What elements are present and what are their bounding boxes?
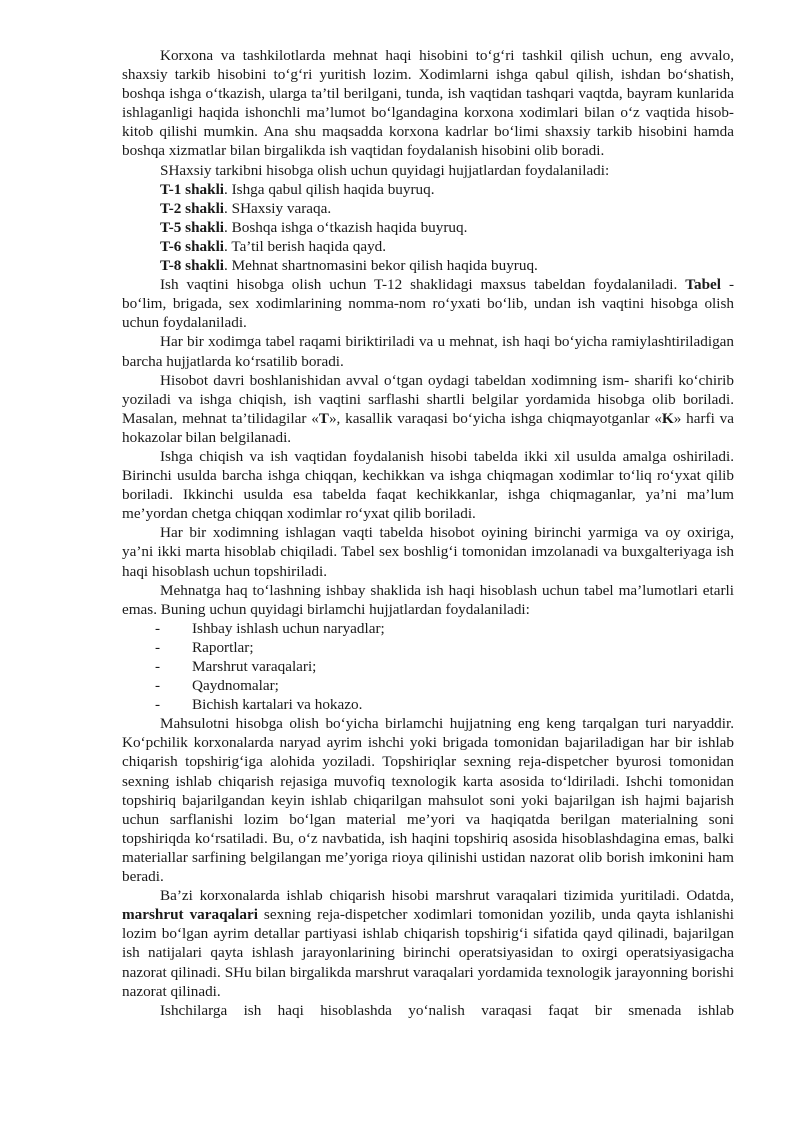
form-code: T-6 shakli — [160, 237, 225, 255]
paragraph-piecework-documents: Mehnatga haq to‘lashning ishbay shaklida ish haqi hisoblash uchun tabel ma’lumotlari etarli emas. Buning uchun quyidagi birlamchi hujjatlardan foydalaniladi: — [122, 581, 734, 618]
term-marshrut-varaqalari: marshrut varaqalari — [122, 906, 258, 924]
text-run: » harfi va hokazolar bilan belgilanadi. — [122, 409, 734, 446]
paragraph-continued: Ishchilarga ish haqi hisoblashda yo‘nalish varaqasi faqat bir smenada ishlab — [160, 1001, 734, 1019]
text-run: - bo‘lim, brigada, sex xodimlarining nomma-nom ro‘yxati bo‘lib, undan ish vaqtini hisobga olish uchun foydalaniladi. — [122, 276, 734, 332]
primary-documents-list — [122, 619, 734, 714]
form-description: . SHaxsiy varaqa. — [224, 199, 332, 217]
list-item-text: Marshrut varaqalari; — [192, 658, 317, 675]
paragraph-two-methods: Ishga chiqish va ish vaqtidan foydalanish hisobi tabelda ikki xil usulda amalga oshiriladi. Birinchi usulda barcha ishga chiqqan, kechikkan va ishga chiqmagan xodimlar to‘liq ro‘yxat qilib boriladi. Ikkinchi usulda esa tabelda faqat kechikkanlar, ishga chiqmaganlar, ya’ni ma’lum me’yordan chetga chiqqan xodimlar ro‘yxat qilib boriladi. — [122, 447, 734, 523]
form-code: T-1 shakli — [160, 180, 225, 198]
paragraph-personnel-accounting: Korxona va tashkilotlarda mehnat haqi hisobini to‘g‘ri tashkil qilish uchun, eng avvalo, shaxsiy tarkib hisobini to‘g‘ri yuritish lozim. Xodimlarni ishga qabul qilish, ishdan bo‘shatish, boshqa ishga o‘tkazish, ularga ta’til berilgani, tunda, ish vaqtidan tashqari vaqtda, bayram kunlarida ishlaganligi haqida ishonchli ma’lumot bo‘lgandagina korxona xodimlari bilan o‘z vaqtida hisob-kitob qilishi mumkin. Ana shu maqsadda korxona kadrlar bo‘limi shaxsiy tarkib hisobini hamda boshqa xizmatlar bilan birgalikda ish vaqtidan foydalanish hisobini olib boradi. — [122, 47, 734, 160]
dash-marker: - — [155, 677, 161, 695]
form-item-t2 — [122, 199, 734, 218]
list-item-text: Raportlar; — [192, 638, 254, 656]
list-item-text: Qaydnomalar; — [192, 677, 279, 695]
text-run: Hisobot davri boshlanishidan avval o‘tgan oydagi tabeldan xodimning ism- sharifi ko‘chirib yoziladi va ishga chiqish, ish vaqtini sarflashi shartli belgilar yordamida hisobga olib boriladi. Masalan, mehnat ta’tilidagilar « — [122, 371, 734, 427]
symbol-k: K — [661, 409, 674, 427]
form-code: T-5 shakli — [160, 218, 225, 236]
text-run: sexning reja-dispetcher xodimlari tomonidan yozilib, unda qayta ishlanishi lozim bo‘lgan ayrim detallar partiyasi ishlab chiqarish topshirig‘i sifatida qayd qilinadi, bajarilgan ish natijalari qayta ishlash jarayonlarining birinchi operatsiyasidan to oxirgi operatsiyasigacha nazorat qilinadi. SHu bilan birgalikda marshrut varaqalari yordamida texnologik jarayonning borishi nazorat qilinadi. — [122, 906, 734, 1000]
paragraph-calculation-twice: Har bir xodimning ishlagan vaqti tabelda hisobot oyining birinchi yarmiga va oy oxiriga, ya’ni ikki marta hisoblab chiqiladi. Tabel sex boshlig‘i tomonidan imzolanadi va buxgalteriyaga ish haqi hisoblash uchun topshiriladi. — [122, 524, 734, 580]
text-run: Ba’zi korxonalarda ishlab chiqarish hisobi marshrut varaqalari tizimida yuritiladi. Odatda, — [160, 887, 734, 905]
dash-marker: - — [155, 696, 161, 714]
form-description: . Ishga qabul qilish haqida buyruq. — [224, 180, 435, 198]
form-description: . Ta’til berish haqida qayd. — [224, 237, 387, 255]
form-item-t8 — [122, 256, 734, 275]
form-item-t1 — [122, 180, 734, 199]
list-item — [122, 676, 734, 695]
text-run: », kasallik varaqasi bo‘yicha ishga chiqmayotganlar « — [328, 409, 662, 427]
list-item-text: Ishbay ishlash uchun naryadlar; — [192, 619, 385, 637]
paragraph-tabel-number: Har bir xodimga tabel raqami biriktiriladi va u mehnat, ish haqi bo‘yicha ramiylashtiriladigan barcha hujjatlarda ko‘rsatilib boradi. — [122, 333, 734, 370]
list-item — [122, 657, 734, 676]
paragraph-reporting-period — [122, 371, 734, 447]
paragraph-tabel-definition — [122, 275, 734, 332]
dash-marker: - — [155, 658, 161, 675]
term-tabel: Tabel — [685, 276, 721, 294]
paragraph-documents-intro: SHaxsiy tarkibni hisobga olish uchun quyidagi hujjatlardan foydalaniladi: — [160, 161, 610, 179]
form-item-t5 — [122, 218, 734, 237]
list-item — [122, 619, 734, 638]
form-item-t6 — [122, 237, 734, 256]
text-run: Ish vaqtini hisobga olish uchun T-12 shaklidagi maxsus tabeldan foydalaniladi. — [160, 276, 686, 294]
list-item-text: Bichish kartalari va hokazo. — [192, 696, 363, 714]
paragraph-naryad: Mahsulotni hisobga olish bo‘yicha birlamchi hujjatning eng keng tarqalgan turi naryaddir. Ko‘pchilik korxonalarda naryad ayrim ishchi yoki brigada tomonidan bajariladigan har bir ishlab chiqarish topshirig‘iga alohida yoziladi. Topshiriqlar sexning reja-dispetcher byurosi tomonidan sexning ishlab chiqarish rejasiga muvofiq texnologik karta asosida to‘ldiriladi. Ishchi tomonidan topshiriq bajarilgandan keyin ishlab chiqarilgan mahsulot soni yoki bajarilgan ish hajmi bajarish uchun sarflanishi lozim bo‘lgan material me’yori va haqiqatda berilgan materialning soni topshiriqda ko‘rsatiladi. Bu, o‘z navbatida, ish haqini topshiriq asosida hisoblashdagina emas, balki materiallar sarfining belgilangan me’yoriga rioya qilinishi ustidan nazorat olib borish imkonini ham beradi. — [122, 715, 734, 886]
list-item — [122, 695, 734, 714]
symbol-t: T — [318, 409, 329, 427]
dash-marker: - — [155, 619, 161, 637]
document-page — [122, 46, 734, 1020]
form-code: T-8 shakli — [160, 257, 225, 275]
dash-marker: - — [155, 638, 161, 656]
form-description: . Boshqa ishga o‘tkazish haqida buyruq. — [224, 218, 468, 236]
form-description: . Mehnat shartnomasini bekor qilish haqida buyruq. — [224, 257, 538, 275]
list-item — [122, 638, 734, 657]
form-code: T-2 shakli — [160, 199, 225, 217]
paragraph-route-sheets — [122, 886, 734, 1001]
